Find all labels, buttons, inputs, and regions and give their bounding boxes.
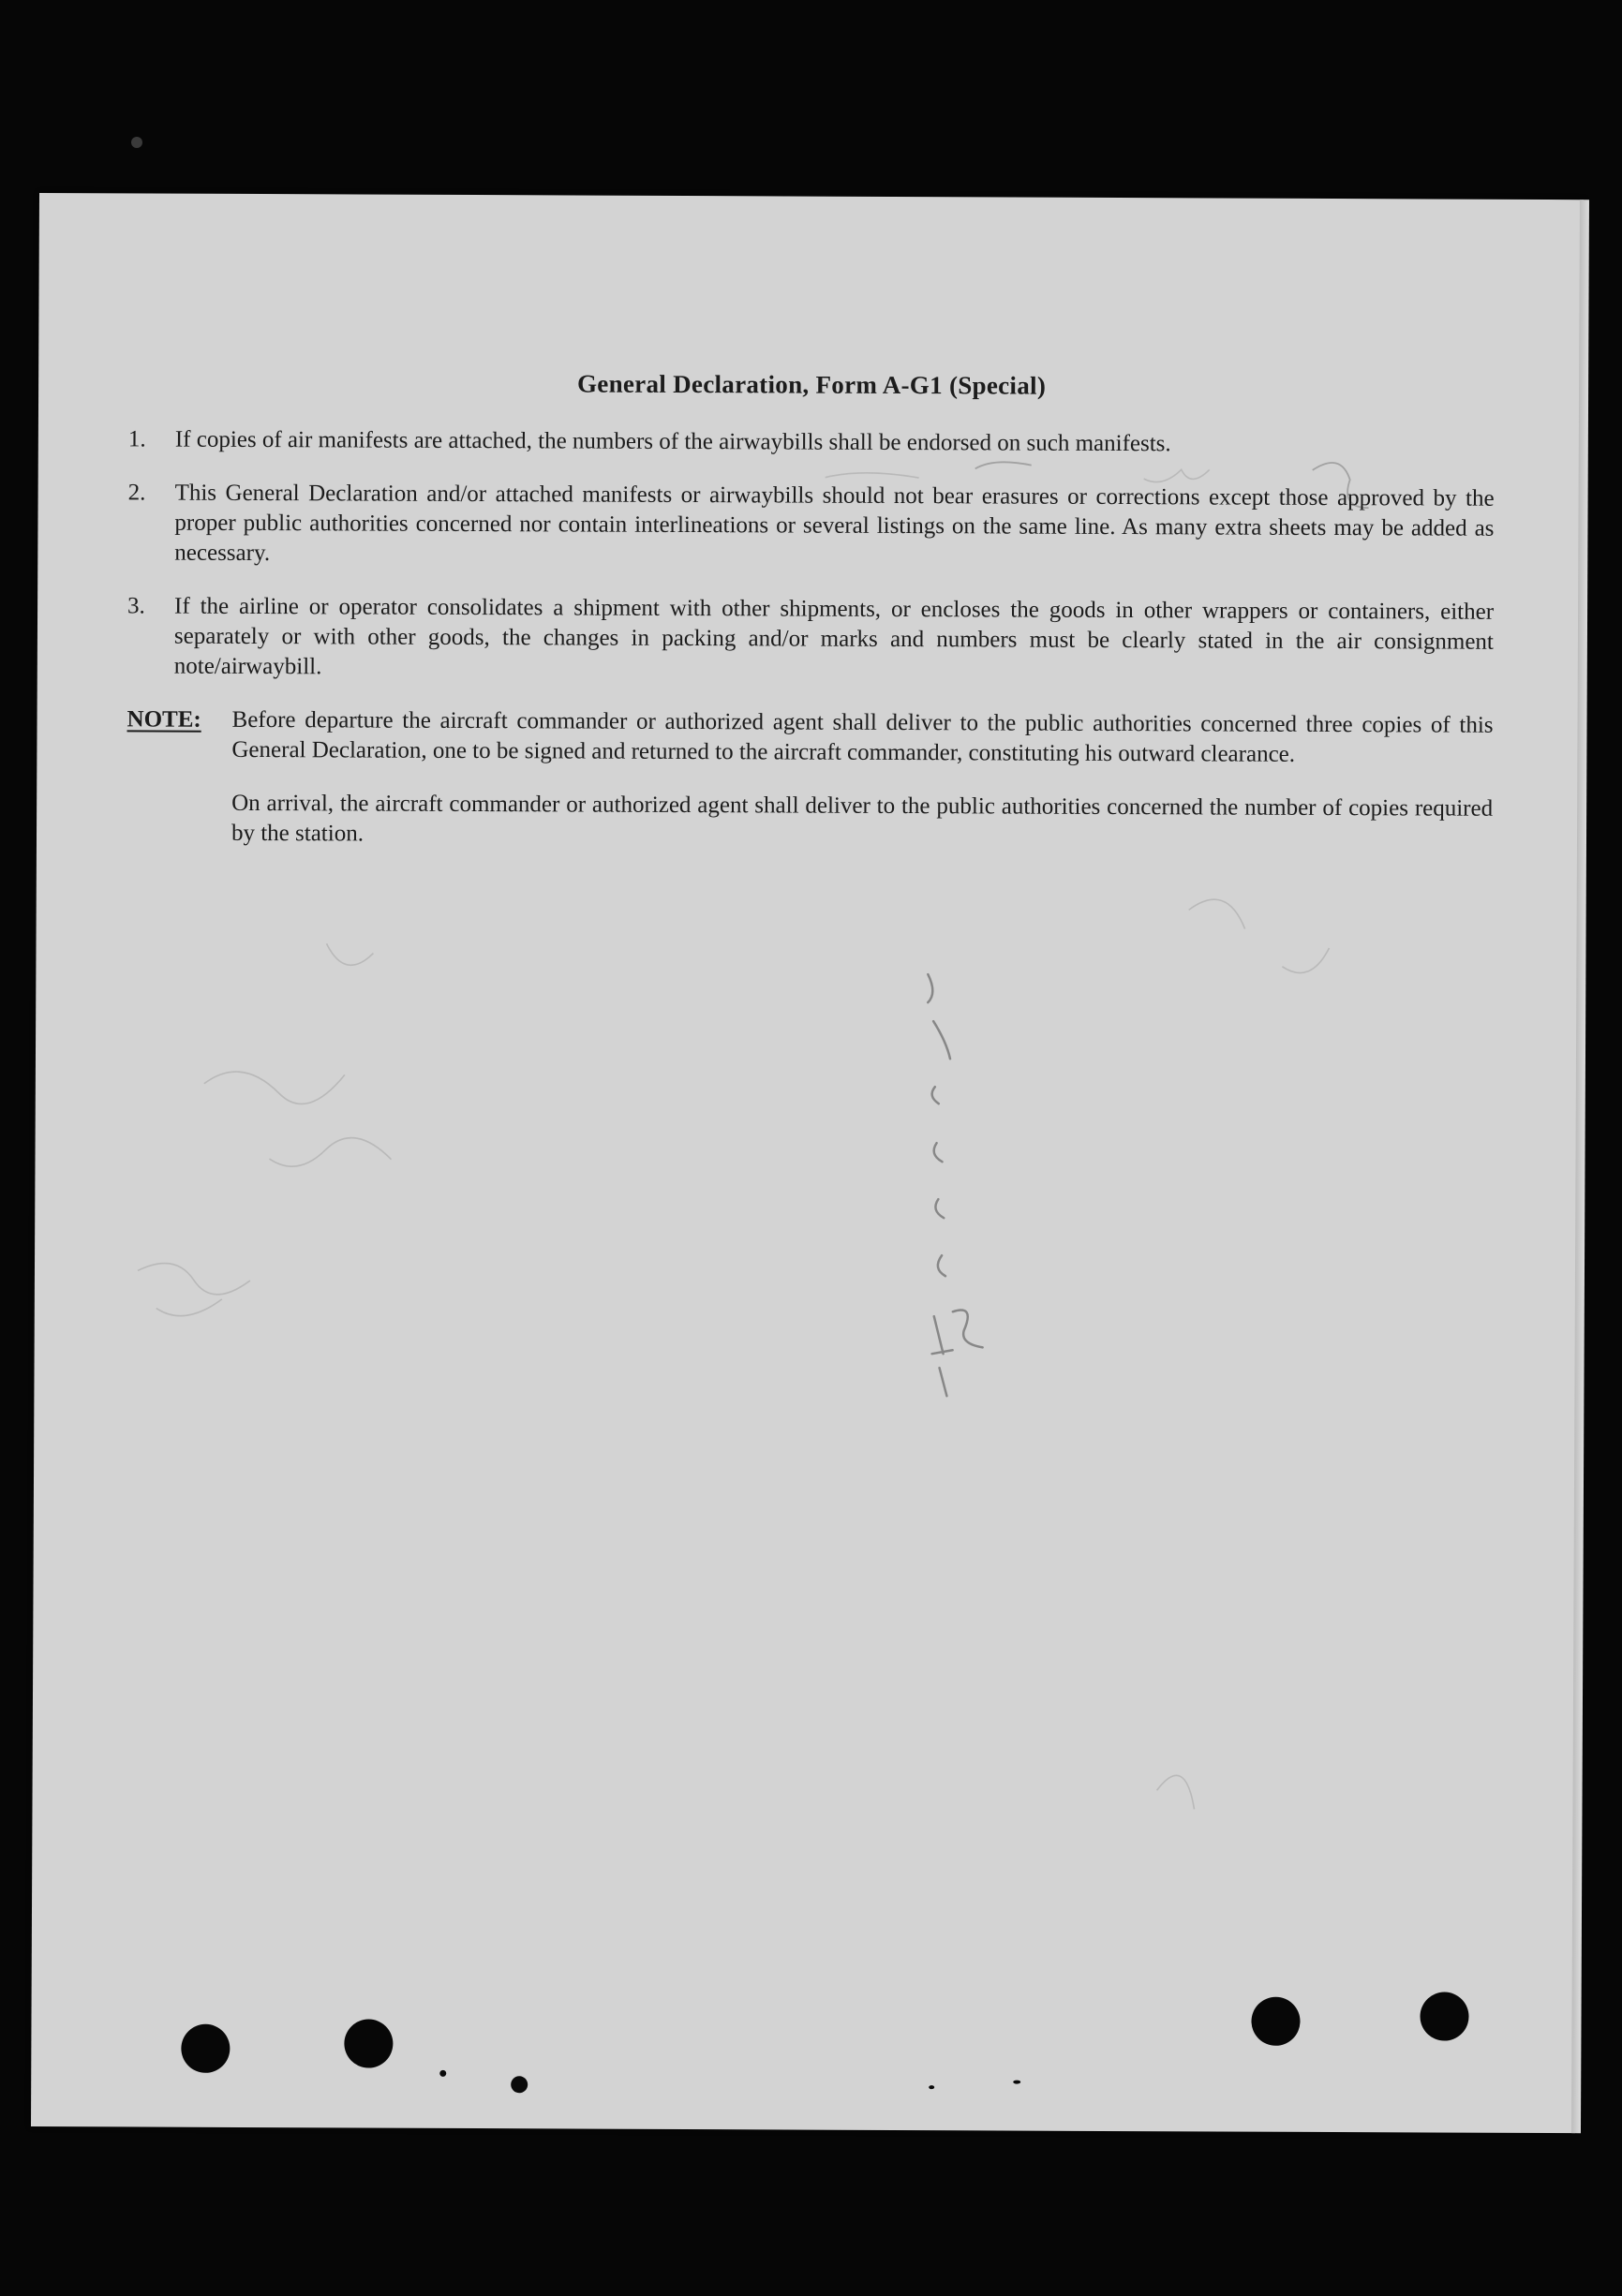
paper-sheet — [31, 193, 1584, 2133]
note-body — [231, 705, 1494, 878]
punch-hole — [1420, 1992, 1468, 2040]
punch-hole — [1251, 1997, 1300, 2046]
note-paragraph: On arrival, the aircraft commander or authorized agent shall deliver to the public authorities concerned the number of copies required by the station. — [231, 790, 1494, 847]
pen-stroke — [935, 1199, 944, 1218]
paper-edge — [1571, 200, 1589, 2133]
note-label: NOTE: — [126, 706, 201, 733]
pen-stroke — [938, 1255, 945, 1276]
faint-stroke — [138, 1263, 250, 1295]
ink-speck — [511, 2076, 528, 2093]
pen-stroke — [933, 1021, 950, 1059]
item-number: 1. — [127, 426, 146, 452]
faint-stroke — [204, 1072, 345, 1104]
ink-speck — [929, 2085, 934, 2089]
document-title: General Declaration, Form A-G1 (Special) — [576, 369, 1047, 400]
faint-stroke — [326, 943, 373, 965]
scanner-dust — [131, 137, 142, 148]
punch-hole — [181, 2024, 230, 2073]
pen-stroke — [928, 974, 932, 1002]
faint-stroke — [269, 1137, 391, 1166]
note-section — [126, 704, 1494, 877]
faint-stroke — [1189, 899, 1245, 929]
instruction-item — [127, 591, 1494, 687]
punch-hole — [344, 2019, 393, 2067]
pen-stroke — [953, 1310, 983, 1347]
document-body — [126, 366, 1495, 877]
item-number: 2. — [127, 480, 146, 506]
ink-speck — [1013, 2081, 1020, 2084]
pen-stroke — [932, 1087, 939, 1104]
faint-stroke — [1282, 948, 1329, 973]
item-text: If copies of air manifests are attached, the numbers of the airwaybills shall be endorsed on such manifests. — [174, 426, 1171, 457]
pen-stroke — [934, 1143, 943, 1162]
pen-stroke — [931, 1316, 952, 1396]
instruction-item — [128, 424, 1495, 460]
faint-stroke — [156, 1299, 222, 1316]
item-text: If the airline or operator consolidates a shipment with other shipments, or encloses the goods in other wrappers or containers, either separately or with other goods, the changes in packing and/or marks and numbers must be clearly stated in the air consignment note/airwaybill. — [173, 593, 1495, 680]
item-number: 3. — [127, 593, 145, 619]
note-paragraph: Before departure the aircraft commander or authorized agent shall deliver to the public authorities concerned three copies of this General Declaration, one to be signed and returned to the aircraft commander, constituting his outward clearance. — [231, 706, 1494, 767]
ink-speck — [439, 2070, 446, 2077]
item-text: This General Declaration and/or attached manifests or airwaybills should not bear erasures or corrections except those approved by the proper public authorities concerned nor contain interlineations or several listings on the same line. As many extra sheets may be added as necessary. — [174, 480, 1495, 567]
faint-stroke — [1156, 1775, 1194, 1809]
instruction-item — [127, 478, 1494, 573]
